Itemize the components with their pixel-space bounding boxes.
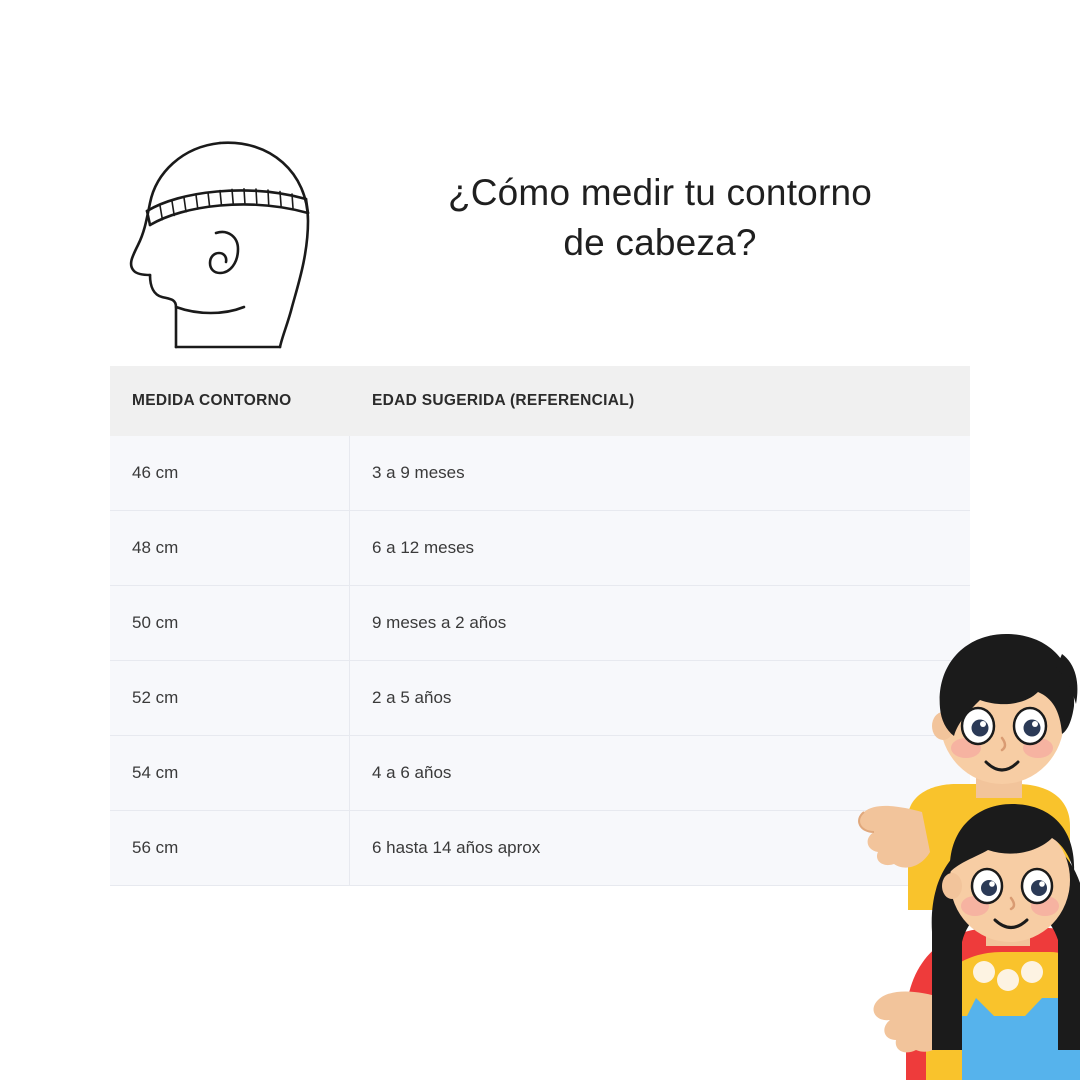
cell-edad: 6 a 12 meses: [372, 538, 475, 557]
cell-edad: 6 hasta 14 años aprox: [372, 838, 541, 857]
table-row: [110, 511, 970, 586]
cell-edad: 3 a 9 meses: [372, 463, 465, 482]
table-header-row: [110, 366, 970, 436]
table-row: [110, 811, 970, 886]
cell-edad: 4 a 6 años: [372, 763, 452, 782]
cell-medida: 56 cm: [110, 811, 350, 885]
cell-medida: 50 cm: [110, 586, 350, 660]
cell-medida: 52 cm: [110, 661, 350, 735]
cell-medida: 54 cm: [110, 736, 350, 810]
page-title: [380, 168, 940, 268]
table-header-medida: MEDIDA CONTORNO: [132, 392, 292, 409]
table-row: [110, 736, 970, 811]
header-section: [0, 120, 1080, 360]
cell-medida: 48 cm: [110, 511, 350, 585]
page-title-line-2: de cabeza?: [563, 221, 757, 263]
cell-medida: 46 cm: [110, 436, 350, 510]
table-header-edad: EDAD SUGERIDA (REFERENCIAL): [372, 392, 635, 409]
head-with-measuring-tape-icon: [120, 125, 350, 355]
cell-edad: 2 a 5 años: [372, 688, 452, 707]
table-row: [110, 436, 970, 511]
size-table: [110, 366, 970, 886]
cell-edad: 9 meses a 2 años: [372, 613, 507, 632]
page-title-line-1: ¿Cómo medir tu contorno: [447, 172, 873, 213]
table-row: [110, 661, 970, 736]
table-row: [110, 586, 970, 661]
